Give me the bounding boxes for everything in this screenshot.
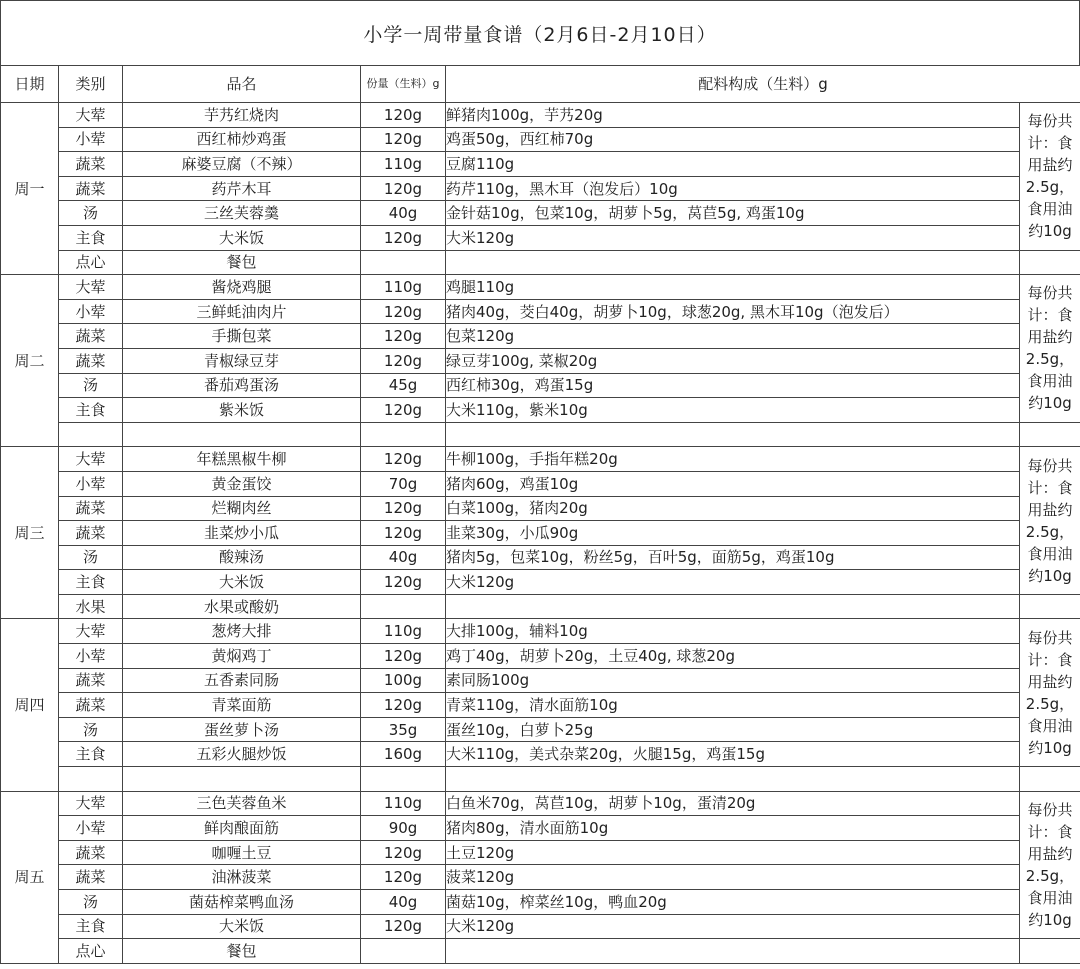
table-row (1, 471, 1080, 496)
table-row (1, 127, 1080, 152)
ingredients-cell: 大米120g (446, 225, 1020, 250)
table-row (1, 275, 1080, 300)
category-cell: 小荤 (59, 127, 123, 152)
table-row (1, 816, 1080, 841)
category-cell: 蔬菜 (59, 176, 123, 201)
dish-name-cell: 五香素同肠 (123, 668, 361, 693)
dish-name-cell: 餐包 (123, 939, 361, 964)
dish-name-cell: 葱烤大排 (123, 619, 361, 644)
portion-cell: 120g (361, 299, 446, 324)
portion-cell (361, 422, 446, 447)
ingredients-cell: 大米110g，美式杂菜20g，火腿15g，鸡蛋15g (446, 742, 1020, 767)
dish-name-cell (123, 422, 361, 447)
menu-table (0, 65, 1080, 964)
portion-cell: 120g (361, 644, 446, 669)
ingredients-cell: 白菜100g，猪肉20g (446, 496, 1020, 521)
portion-cell: 120g (361, 103, 446, 128)
category-cell (59, 422, 123, 447)
portion-cell: 120g (361, 225, 446, 250)
header-date: 日期 (1, 66, 59, 103)
category-cell: 蔬菜 (59, 324, 123, 349)
portion-cell: 110g (361, 619, 446, 644)
portion-cell: 120g (361, 914, 446, 939)
table-row (1, 225, 1080, 250)
dish-name-cell: 鲜肉酿面筋 (123, 816, 361, 841)
category-cell: 小荤 (59, 471, 123, 496)
dish-name-cell: 大米饭 (123, 225, 361, 250)
dish-name-cell: 番茄鸡蛋汤 (123, 373, 361, 398)
category-cell: 水果 (59, 594, 123, 619)
table-row (1, 570, 1080, 595)
portion-cell: 120g (361, 176, 446, 201)
note-spacer-cell (1020, 767, 1080, 792)
portion-cell: 120g (361, 348, 446, 373)
dish-name-cell: 黄焖鸡丁 (123, 644, 361, 669)
portion-cell: 120g (361, 521, 446, 546)
dish-name-cell: 手撕包菜 (123, 324, 361, 349)
header-name: 品名 (123, 66, 361, 103)
dish-name-cell (123, 767, 361, 792)
ingredients-cell: 鸡蛋50g，西红柿70g (446, 127, 1020, 152)
table-row (1, 201, 1080, 226)
portion-cell: 120g (361, 570, 446, 595)
ingredients-cell: 菠菜120g (446, 865, 1020, 890)
ingredients-cell: 大排100g，辅料10g (446, 619, 1020, 644)
note-spacer-cell (1020, 422, 1080, 447)
dish-name-cell: 蛋丝萝卜汤 (123, 717, 361, 742)
ingredients-cell (446, 250, 1020, 275)
category-cell: 蔬菜 (59, 496, 123, 521)
dish-name-cell: 油淋菠菜 (123, 865, 361, 890)
dish-name-cell: 黄金蛋饺 (123, 471, 361, 496)
portion-cell (361, 594, 446, 619)
portion-cell: 40g (361, 890, 446, 915)
ingredients-cell: 菌菇10g，榨菜丝10g，鸭血20g (446, 890, 1020, 915)
portion-cell: 70g (361, 471, 446, 496)
seasoning-note: 每份共计：食用盐约2.5g，食用油约10g (1020, 447, 1080, 595)
category-cell: 小荤 (59, 299, 123, 324)
category-cell: 点心 (59, 939, 123, 964)
header-portion: 份量（生料）g (361, 66, 446, 103)
table-row (1, 496, 1080, 521)
category-cell: 蔬菜 (59, 152, 123, 177)
category-cell: 主食 (59, 570, 123, 595)
portion-cell (361, 939, 446, 964)
dish-name-cell: 麻婆豆腐（不辣） (123, 152, 361, 177)
day-label: 周二 (1, 275, 59, 447)
header-ingredients: 配料构成（生料）g (446, 66, 1080, 103)
header-category: 类别 (59, 66, 123, 103)
ingredients-cell: 西红柿30g，鸡蛋15g (446, 373, 1020, 398)
table-row (1, 619, 1080, 644)
category-cell (59, 767, 123, 792)
category-cell: 主食 (59, 742, 123, 767)
table-row (1, 791, 1080, 816)
table-row (1, 348, 1080, 373)
portion-cell: 160g (361, 742, 446, 767)
day-label: 周四 (1, 619, 59, 791)
ingredients-cell: 药芹110g，黑木耳（泡发后）10g (446, 176, 1020, 201)
dish-name-cell: 咖喱土豆 (123, 840, 361, 865)
table-row (1, 644, 1080, 669)
seasoning-note: 每份共计：食用盐约2.5g，食用油约10g (1020, 791, 1080, 939)
table-row (1, 865, 1080, 890)
portion-cell: 120g (361, 398, 446, 423)
dish-name-cell: 西红柿炒鸡蛋 (123, 127, 361, 152)
table-row (1, 693, 1080, 718)
ingredients-cell: 猪肉40g，茭白40g，胡萝卜10g，球葱20g, 黑木耳10g（泡发后） (446, 299, 1020, 324)
table-row (1, 914, 1080, 939)
table-row (1, 398, 1080, 423)
category-cell: 主食 (59, 914, 123, 939)
ingredients-cell: 蛋丝10g，白萝卜25g (446, 717, 1020, 742)
portion-cell: 120g (361, 324, 446, 349)
table-row (1, 717, 1080, 742)
dish-name-cell: 酱烧鸡腿 (123, 275, 361, 300)
table-row (1, 373, 1080, 398)
category-cell: 大荤 (59, 447, 123, 472)
day-label: 周三 (1, 447, 59, 619)
category-cell: 蔬菜 (59, 348, 123, 373)
ingredients-cell: 金针菇10g，包菜10g，胡萝卜5g，莴苣5g, 鸡蛋10g (446, 201, 1020, 226)
ingredients-cell: 鸡腿110g (446, 275, 1020, 300)
portion-cell: 40g (361, 545, 446, 570)
dish-name-cell: 五彩火腿炒饭 (123, 742, 361, 767)
ingredients-cell: 青菜110g，清水面筋10g (446, 693, 1020, 718)
category-cell: 主食 (59, 225, 123, 250)
dish-name-cell: 菌菇榨菜鸭血汤 (123, 890, 361, 915)
portion-cell: 40g (361, 201, 446, 226)
page-title: 小学一周带量食谱（2月6日-2月10日） (0, 0, 1080, 65)
table-row (1, 250, 1080, 275)
portion-cell: 120g (361, 865, 446, 890)
dish-name-cell: 餐包 (123, 250, 361, 275)
portion-cell: 110g (361, 152, 446, 177)
ingredients-cell: 素同肠100g (446, 668, 1020, 693)
category-cell: 汤 (59, 545, 123, 570)
ingredients-cell (446, 939, 1020, 964)
note-spacer-cell (1020, 250, 1080, 275)
category-cell: 点心 (59, 250, 123, 275)
dish-name-cell: 青椒绿豆芽 (123, 348, 361, 373)
category-cell: 小荤 (59, 816, 123, 841)
category-cell: 汤 (59, 373, 123, 398)
dish-name-cell: 酸辣汤 (123, 545, 361, 570)
table-row (1, 742, 1080, 767)
portion-cell (361, 767, 446, 792)
ingredients-cell: 白鱼米70g，莴苣10g，胡萝卜10g，蛋清20g (446, 791, 1020, 816)
dish-name-cell: 烂糊肉丝 (123, 496, 361, 521)
table-row (1, 890, 1080, 915)
category-cell: 蔬菜 (59, 865, 123, 890)
category-cell: 大荤 (59, 619, 123, 644)
portion-cell: 100g (361, 668, 446, 693)
portion-cell: 110g (361, 791, 446, 816)
dish-name-cell: 大米饭 (123, 570, 361, 595)
portion-cell (361, 250, 446, 275)
ingredients-cell: 韭菜30g，小瓜90g (446, 521, 1020, 546)
category-cell: 汤 (59, 890, 123, 915)
portion-cell: 110g (361, 275, 446, 300)
ingredients-cell: 鲜猪肉100g，芋艿20g (446, 103, 1020, 128)
portion-cell: 35g (361, 717, 446, 742)
category-cell: 大荤 (59, 791, 123, 816)
table-row (1, 176, 1080, 201)
table-row (1, 103, 1080, 128)
ingredients-cell: 豆腐110g (446, 152, 1020, 177)
ingredients-cell: 猪肉5g，包菜10g，粉丝5g，百叶5g，面筋5g，鸡蛋10g (446, 545, 1020, 570)
ingredients-cell: 猪肉60g，鸡蛋10g (446, 471, 1020, 496)
ingredients-cell (446, 594, 1020, 619)
table-row (1, 939, 1080, 964)
category-cell: 汤 (59, 717, 123, 742)
category-cell: 蔬菜 (59, 668, 123, 693)
portion-cell: 120g (361, 693, 446, 718)
day-label: 周一 (1, 103, 59, 275)
portion-cell: 120g (361, 496, 446, 521)
table-row (1, 545, 1080, 570)
ingredients-cell: 土豆120g (446, 840, 1020, 865)
portion-cell: 45g (361, 373, 446, 398)
table-row (1, 668, 1080, 693)
dish-name-cell: 药芹木耳 (123, 176, 361, 201)
category-cell: 大荤 (59, 103, 123, 128)
dish-name-cell: 韭菜炒小瓜 (123, 521, 361, 546)
ingredients-cell: 牛柳100g，手指年糕20g (446, 447, 1020, 472)
dish-name-cell: 青菜面筋 (123, 693, 361, 718)
menu-body (1, 103, 1080, 964)
dish-name-cell: 大米饭 (123, 914, 361, 939)
day-label: 周五 (1, 791, 59, 963)
portion-cell: 120g (361, 127, 446, 152)
category-cell: 蔬菜 (59, 840, 123, 865)
category-cell: 汤 (59, 201, 123, 226)
note-spacer-cell (1020, 939, 1080, 964)
category-cell: 大荤 (59, 275, 123, 300)
portion-cell: 120g (361, 840, 446, 865)
category-cell: 主食 (59, 398, 123, 423)
ingredients-cell: 鸡丁40g，胡萝卜20g，土豆40g, 球葱20g (446, 644, 1020, 669)
category-cell: 蔬菜 (59, 521, 123, 546)
dish-name-cell: 水果或酸奶 (123, 594, 361, 619)
ingredients-cell: 大米120g (446, 914, 1020, 939)
table-row (1, 324, 1080, 349)
header-row (1, 66, 1080, 103)
ingredients-cell (446, 422, 1020, 447)
category-cell: 蔬菜 (59, 693, 123, 718)
note-spacer-cell (1020, 594, 1080, 619)
portion-cell: 120g (361, 447, 446, 472)
ingredients-cell: 大米110g，紫米10g (446, 398, 1020, 423)
dish-name-cell: 三鲜蚝油肉片 (123, 299, 361, 324)
dish-name-cell: 芋艿红烧肉 (123, 103, 361, 128)
dish-name-cell: 三色芙蓉鱼米 (123, 791, 361, 816)
table-row (1, 299, 1080, 324)
table-row (1, 422, 1080, 447)
dish-name-cell: 年糕黑椒牛柳 (123, 447, 361, 472)
ingredients-cell (446, 767, 1020, 792)
ingredients-cell: 绿豆芽100g, 菜椒20g (446, 348, 1020, 373)
seasoning-note: 每份共计：食用盐约2.5g，食用油约10g (1020, 103, 1080, 251)
table-row (1, 840, 1080, 865)
dish-name-cell: 紫米饭 (123, 398, 361, 423)
ingredients-cell: 大米120g (446, 570, 1020, 595)
table-row (1, 152, 1080, 177)
table-row (1, 521, 1080, 546)
seasoning-note: 每份共计：食用盐约2.5g，食用油约10g (1020, 275, 1080, 423)
portion-cell: 90g (361, 816, 446, 841)
ingredients-cell: 包菜120g (446, 324, 1020, 349)
ingredients-cell: 猪肉80g，清水面筋10g (446, 816, 1020, 841)
category-cell: 小荤 (59, 644, 123, 669)
table-row (1, 767, 1080, 792)
table-row (1, 594, 1080, 619)
seasoning-note: 每份共计：食用盐约2.5g，食用油约10g (1020, 619, 1080, 767)
dish-name-cell: 三丝芙蓉羹 (123, 201, 361, 226)
table-row (1, 447, 1080, 472)
